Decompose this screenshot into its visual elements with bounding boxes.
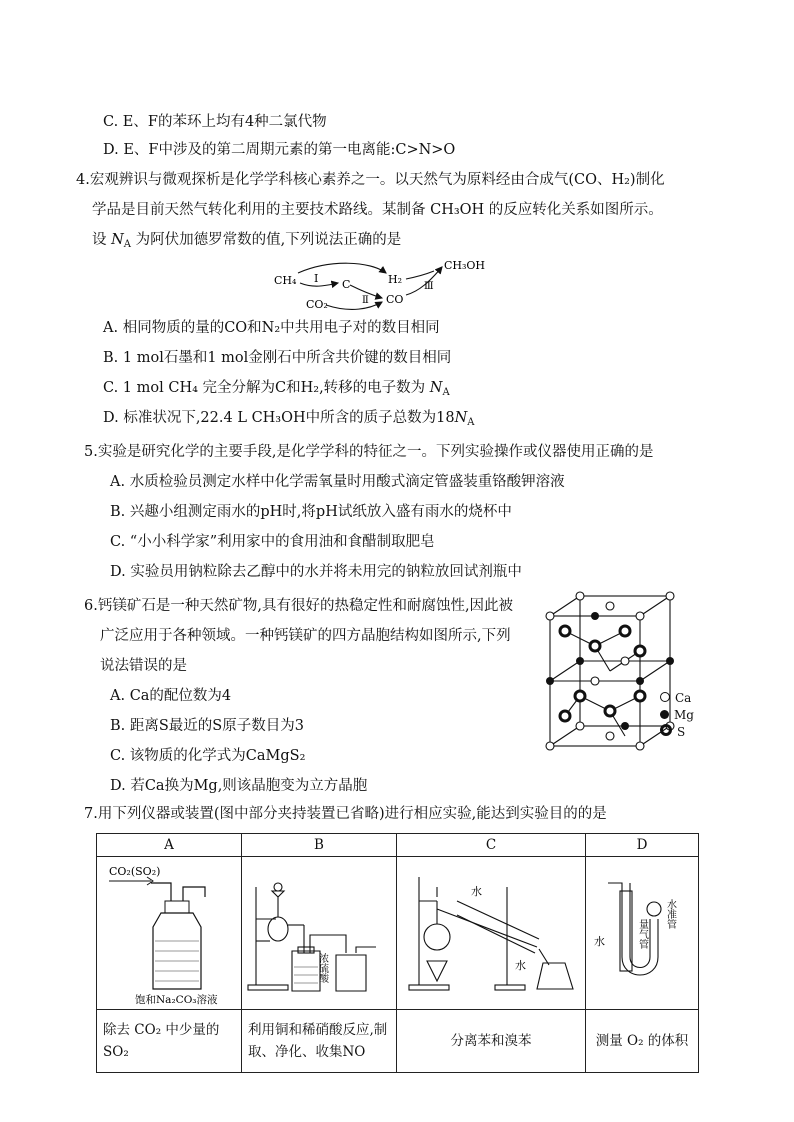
q4-option-a: A. 相同物质的量的CO和N₂中共用电子对的数目相同 (103, 320, 440, 336)
q6-stem-line2: 广泛应用于各种领域。一种钙镁矿的四方晶胞结构如图所示,下列 (100, 628, 511, 644)
distillation-figure (397, 857, 585, 1005)
reaction-ii-label: Ⅱ (362, 295, 369, 306)
q6-option-b: B. 距离S最近的S原子数目为3 (110, 718, 304, 734)
species-ch3oh: CH₃OH (444, 259, 486, 272)
header-a: A (97, 834, 242, 857)
apparatus-c (397, 857, 586, 1010)
svg-text:饱和Na₂CO₃溶液: 饱和Na₂CO₃溶液 (135, 994, 218, 1005)
species-h2: H₂ (388, 273, 403, 286)
q4-reaction-diagram (270, 255, 510, 315)
q5-option-a: A. 水质检验员测定水样中化学需氧量时用酸式滴定管盛装重铬酸钾溶液 (110, 474, 565, 490)
q4-option-c: C. 1 mol CH₄ 完全分解为C和H₂,转移的电子数为 $N_A$ (103, 380, 450, 398)
header-d: D (586, 834, 699, 857)
crystal-legend (660, 690, 694, 741)
caption-c: 分离苯和溴苯 (397, 1010, 586, 1073)
q6-option-a: A. Ca的配位数为4 (110, 688, 232, 704)
q4-stem-line1: 4.宏观辨识与微观探析是化学学科核心素养之一。以天然气为原料经由合成气(CO、H₂)制化 (76, 172, 665, 188)
q6-stem-line3: 说法错误的是 (100, 658, 187, 674)
q5-option-d: D. 实验员用钠粒除去乙醇中的水并将未用完的钠粒放回试剂瓶中 (110, 564, 522, 580)
q5-option-c: C. “小小科学家”利用家中的食用油和食醋制取肥皂 (110, 534, 435, 550)
svg-text:量气管: 量气管 (636, 919, 648, 949)
gas-measuring-figure (586, 857, 698, 1005)
svg-text:水: 水 (594, 935, 605, 948)
legend-mg: Mg (660, 707, 694, 724)
svg-text:水: 水 (515, 959, 526, 972)
species-c: C (342, 278, 351, 291)
species-co: CO (386, 293, 404, 306)
q4-stem-line2: 学品是目前天然气转化利用的主要技术路线。某制备 CH₃OH 的反应转化关系如图所示。 (92, 202, 663, 218)
apparatus-b (242, 857, 397, 1010)
q4-stem-line3: 设 $N_A$ 为阿伏加德罗常数的值,下列说法正确的是 (92, 232, 402, 250)
reaction-iii-label: Ⅲ (424, 281, 434, 292)
svg-text:CO₂(SO₂): CO₂(SO₂) (109, 865, 161, 878)
q6-option-d: D. 若Ca换为Mg,则该晶胞变为立方晶胞 (110, 778, 368, 794)
no-generation-figure (242, 857, 396, 1005)
caption-b: 利用铜和稀硝酸反应,制取、净化、收集NO (242, 1010, 397, 1073)
apparatus-a (97, 857, 242, 1010)
q6-option-c: C. 该物质的化学式为CaMgS₂ (110, 748, 306, 764)
species-co2: CO₂ (306, 298, 328, 311)
s-marker-icon (660, 724, 672, 736)
reaction-i-label: Ⅰ (314, 272, 319, 285)
svg-text:水准管: 水准管 (664, 899, 676, 929)
q7-apparatus-table (96, 833, 699, 1073)
q5-option-b: B. 兴趣小组测定雨水的pH时,将pH试纸放入盛有雨水的烧杯中 (110, 504, 512, 520)
q6-stem-line1: 6.钙镁矿石是一种天然矿物,具有很好的热稳定性和耐腐蚀性,因此被 (84, 598, 514, 614)
svg-text:浓硫酸: 浓硫酸 (316, 953, 328, 983)
q4-option-d: D. 标准状况下,22.4 L CH₃OH中所含的质子总数为$18N_A$ (103, 410, 475, 428)
legend-s: S (660, 724, 694, 741)
svg-text:水: 水 (471, 885, 482, 898)
caption-a: 除去 CO₂ 中少量的 SO₂ (97, 1010, 242, 1073)
gas-washing-bottle-figure (97, 857, 241, 1005)
header-c: C (397, 834, 586, 857)
species-ch4: CH₄ (274, 274, 297, 287)
q4-option-b: B. 1 mol石墨和1 mol金刚石中所含共价键的数目相同 (103, 350, 452, 366)
mg-marker-icon (660, 710, 669, 719)
q3-option-d: D. E、F中涉及的第二周期元素的第一电离能:C>N>O (103, 142, 456, 158)
q3-option-c: C. E、F的苯环上均有4种二氯代物 (103, 114, 327, 130)
legend-ca: Ca (660, 690, 694, 707)
q5-stem: 5.实验是研究化学的主要手段,是化学学科的特征之一。下列实验操作或仪器使用正确的是 (84, 444, 654, 460)
caption-d: 测量 O₂ 的体积 (586, 1010, 699, 1073)
header-b: B (242, 834, 397, 857)
ca-marker-icon (660, 692, 670, 702)
apparatus-d (586, 857, 699, 1010)
q7-stem: 7.用下列仪器或装置(图中部分夹持装置已省略)进行相应实验,能达到实验目的的是 (84, 806, 607, 822)
